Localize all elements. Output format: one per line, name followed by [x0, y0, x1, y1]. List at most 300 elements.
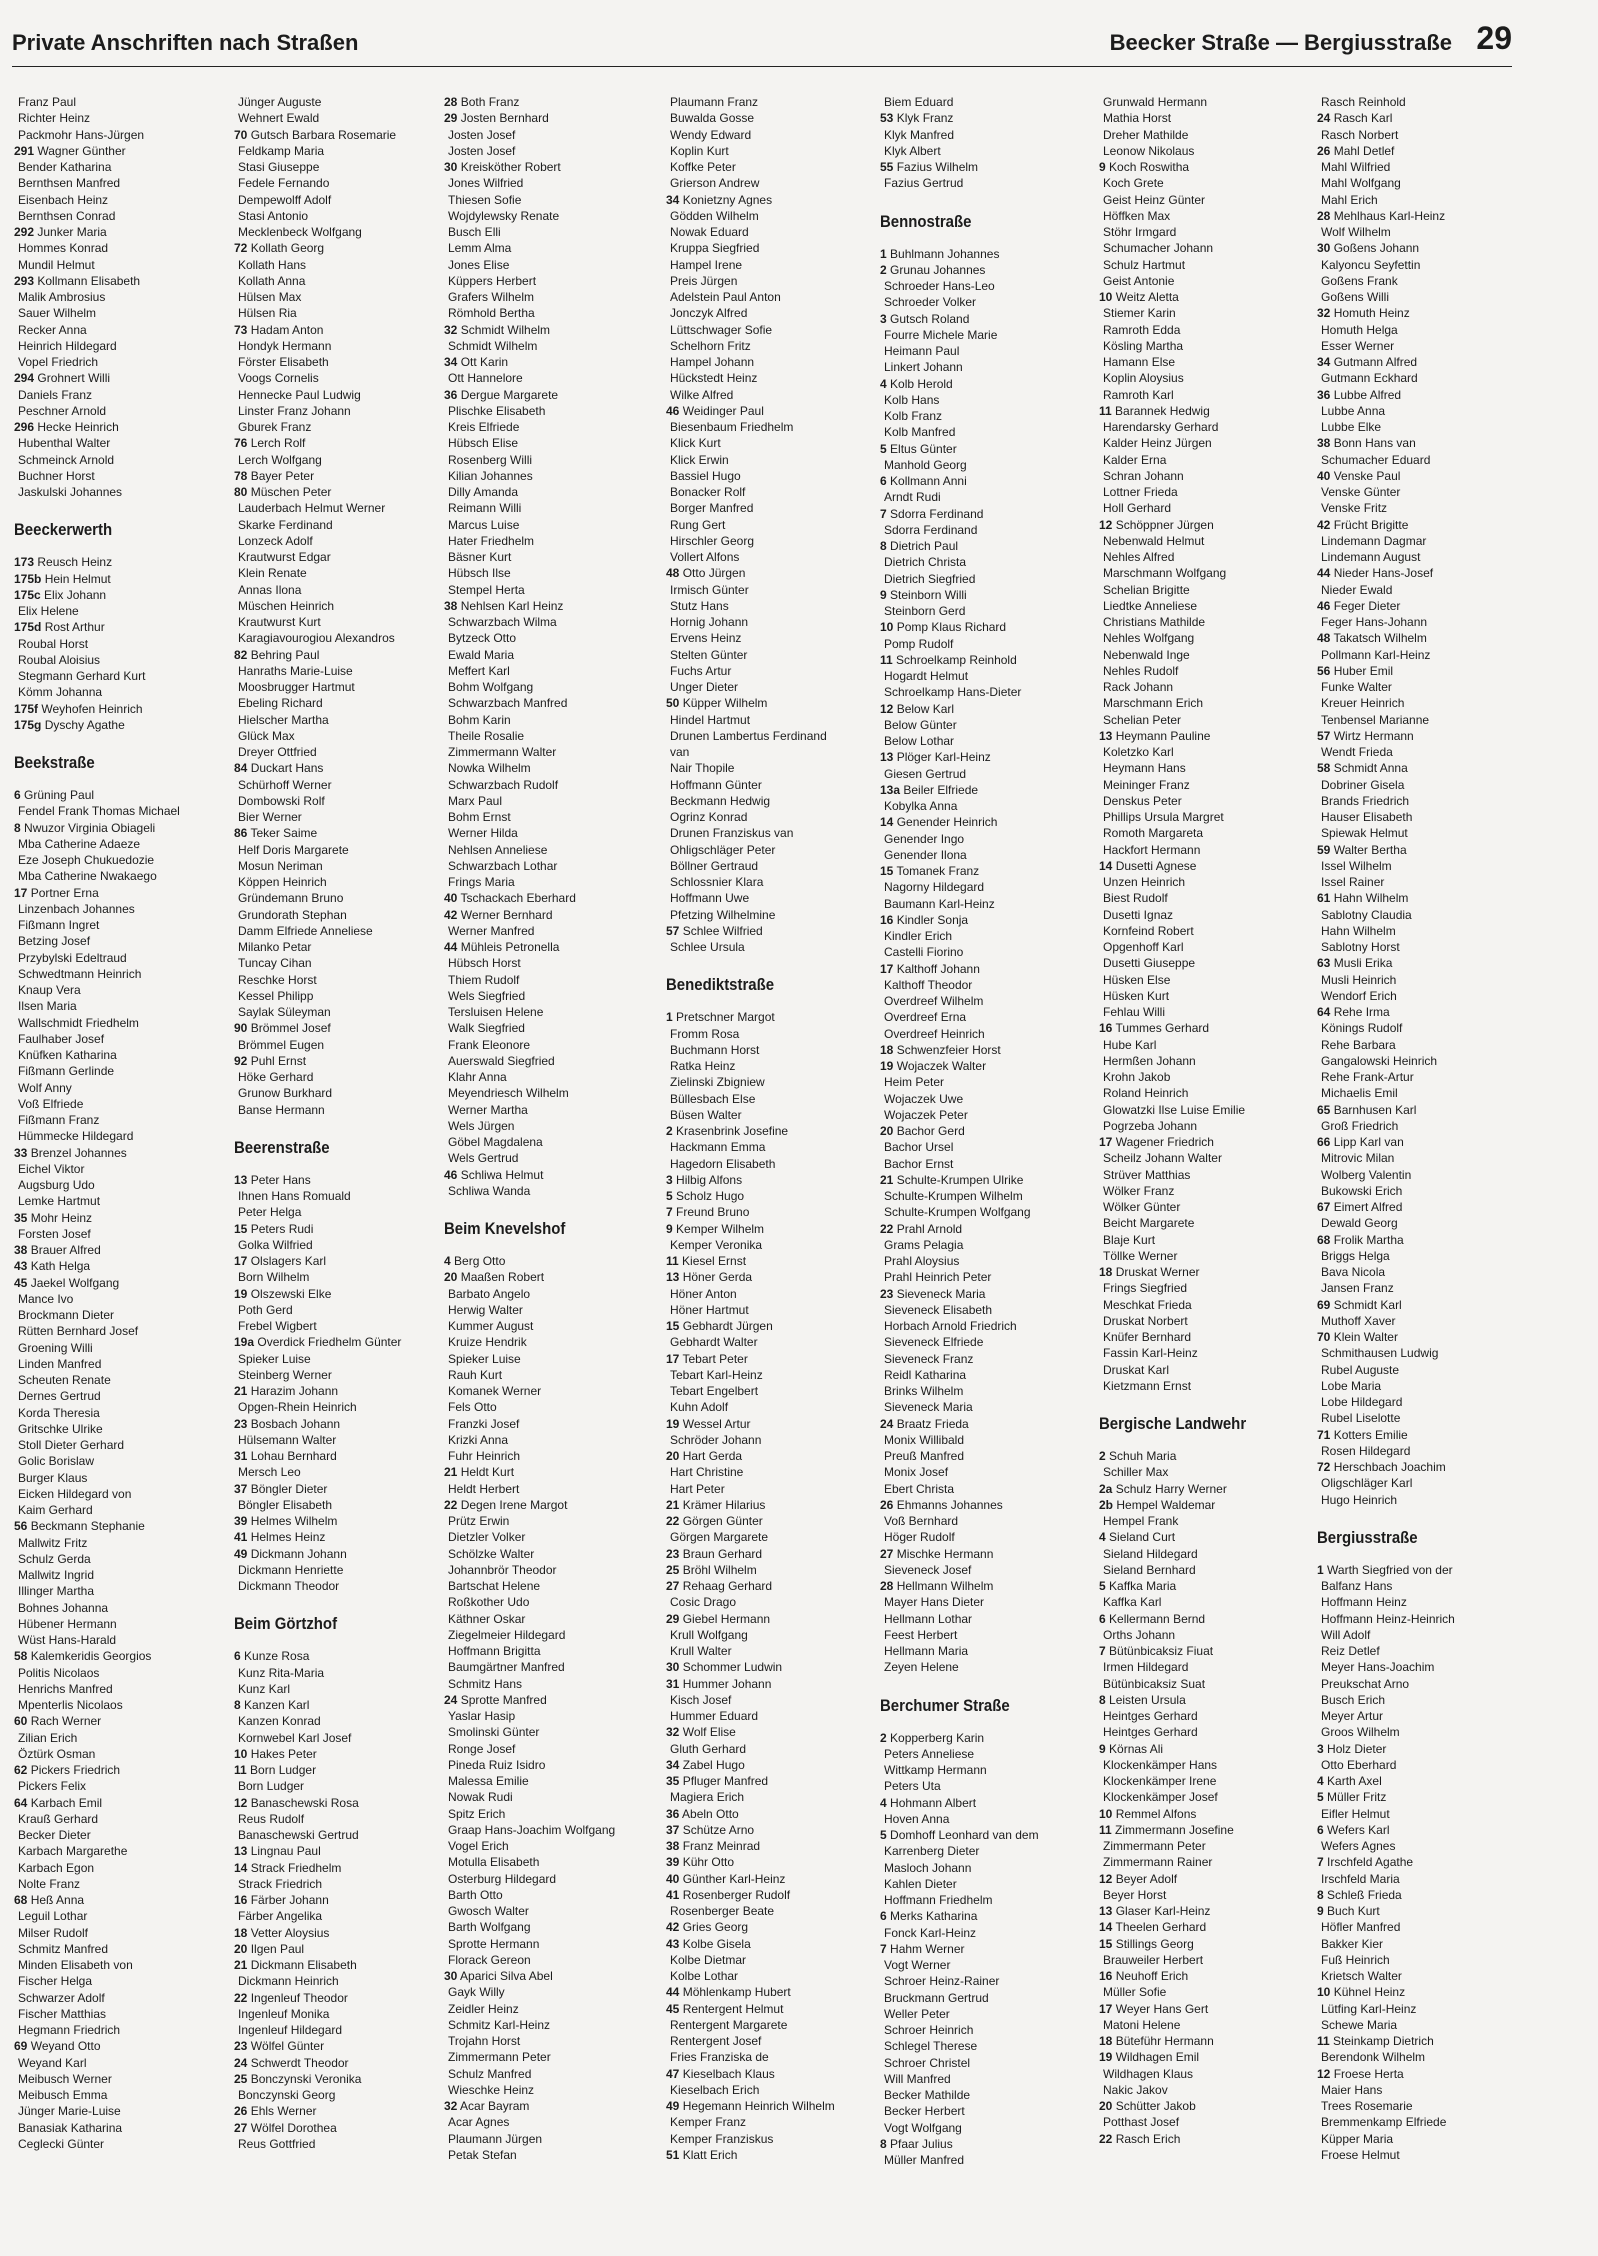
resident-entry	[234, 1383, 444, 1399]
resident-entry	[880, 977, 1090, 993]
resident-entry	[1317, 663, 1527, 679]
resident-name: Tomanek Franz	[896, 864, 980, 878]
resident-name: Rack Johann	[1103, 680, 1174, 694]
resident-entry	[880, 2038, 1090, 2054]
resident-entry	[1317, 1069, 1527, 1085]
resident-name: Brenzel Johannes	[30, 1145, 127, 1160]
resident-name: Abeln Otto	[682, 1806, 739, 1821]
resident-name: Küppers Herbert	[448, 273, 537, 288]
column-4	[666, 94, 876, 2163]
resident-entry	[444, 1253, 654, 1269]
resident-entry	[1099, 972, 1309, 988]
resident-name: Buwalda Gosse	[670, 111, 755, 126]
resident-name: Pfetzing Wilhelmine	[670, 907, 776, 922]
resident-entry	[1317, 1362, 1527, 1378]
resident-entry	[14, 1860, 224, 1876]
house-number: 8	[234, 1698, 241, 1712]
resident-entry	[880, 896, 1090, 912]
resident-entry	[666, 1091, 876, 1107]
resident-name: Hoffmann Brigitta	[448, 1644, 541, 1658]
house-number: 62	[14, 1763, 28, 1777]
resident-entry	[1099, 1037, 1309, 1053]
resident-name: Kiesel Ernst	[682, 1254, 747, 1268]
resident-name: Göbel Magdalena	[448, 1135, 543, 1149]
resident-entry	[1317, 1410, 1527, 1426]
resident-entry	[444, 1020, 654, 1036]
resident-name: Fißmann Franz	[18, 1113, 100, 1127]
resident-name: Kunz Karl	[238, 1681, 291, 1696]
resident-name: Below Karl	[896, 701, 955, 716]
resident-entry	[666, 1448, 876, 1464]
house-number: 24	[1317, 111, 1331, 126]
resident-entry	[14, 1063, 224, 1079]
house-number: 7	[1099, 1644, 1106, 1658]
resident-name: Aparici Silva Abel	[460, 1969, 553, 1983]
resident-name: Golic Borislaw	[18, 1454, 95, 1469]
resident-name: Zielinski Zbigniew	[670, 1075, 765, 1090]
resident-entry	[14, 1925, 224, 1941]
resident-name: Bonczynski Georg	[238, 2088, 336, 2102]
resident-name: Rasch Reinhold	[1321, 95, 1406, 109]
resident-name: Hommes Konrad	[18, 241, 109, 256]
resident-name: Packmohr Hans-Jürgen	[18, 127, 145, 142]
resident-name: Linden Manfred	[18, 1356, 102, 1371]
resident-name: Barth Wolfgang	[448, 1920, 531, 1935]
resident-name: Wildhagen Klaus	[1103, 2066, 1194, 2081]
resident-entry	[1099, 273, 1309, 289]
resident-entry	[1317, 1611, 1527, 1627]
resident-entry	[234, 1578, 444, 1594]
resident-entry	[1317, 1871, 1527, 1887]
resident-name: Hülsen Max	[238, 290, 302, 304]
resident-name: Schwarzbach Lothar	[448, 858, 558, 873]
resident-entry	[666, 565, 876, 581]
resident-name: Pomp Rudolf	[884, 636, 954, 651]
resident-name: Hamann Else	[1103, 355, 1176, 369]
resident-entry	[444, 760, 654, 776]
resident-name: Wels Gertrud	[448, 1151, 519, 1166]
resident-name: Gries Georg	[682, 1920, 749, 1935]
resident-name: Roland Heinrich	[1103, 1086, 1189, 1101]
resident-entry	[234, 419, 444, 435]
resident-entry	[444, 1150, 654, 1166]
resident-name: Gründemann Bruno	[238, 891, 344, 906]
resident-name: Helmes Heinz	[250, 1530, 326, 1545]
resident-entry	[444, 1529, 654, 1545]
resident-entry	[666, 1822, 876, 1838]
resident-name: Werner Hilda	[448, 826, 518, 841]
resident-entry	[1099, 1887, 1309, 1903]
street-heading: Beerenstraße	[234, 1137, 330, 1157]
resident-entry	[234, 1925, 444, 1941]
resident-name: Ingenleuf Theodor	[250, 1990, 348, 2005]
resident-entry	[234, 1334, 444, 1350]
resident-entry	[666, 598, 876, 614]
resident-entry	[1317, 2001, 1527, 2017]
resident-entry	[14, 1486, 224, 1502]
resident-entry	[1317, 2017, 1527, 2033]
resident-entry	[880, 473, 1090, 489]
resident-name: Eichel Viktor	[18, 1161, 85, 1176]
resident-entry	[444, 1562, 654, 1578]
resident-name: Kieselbach Klaus	[682, 2066, 775, 2081]
house-number: 6	[1317, 1822, 1324, 1837]
resident-entry	[1099, 370, 1309, 386]
resident-name: Wels Siegfried	[448, 988, 526, 1003]
resident-name: Froese Helmut	[1321, 2147, 1400, 2162]
resident-name: Nebenwald Helmut	[1103, 533, 1205, 548]
resident-entry	[880, 2006, 1090, 2022]
resident-entry	[1317, 387, 1527, 403]
resident-entry	[880, 1497, 1090, 1513]
resident-entry	[14, 636, 224, 652]
resident-name: Nieder Ewald	[1321, 582, 1393, 597]
resident-entry	[14, 257, 224, 273]
resident-name: Vopel Friedrich	[18, 355, 99, 369]
resident-name: Nehles Alfred	[1103, 550, 1175, 564]
resident-name: Schulte-Krumpen Ulrike	[896, 1172, 1024, 1187]
resident-name: Feger Hans-Johann	[1321, 615, 1428, 629]
house-number: 67	[1317, 1200, 1331, 1214]
resident-entry	[444, 224, 654, 240]
resident-entry	[234, 1730, 444, 1746]
resident-entry	[1317, 1199, 1527, 1215]
resident-name: Buchner Horst	[18, 468, 95, 483]
house-number: 42	[1317, 517, 1331, 532]
resident-name: Opgen-Rhein Heinrich	[238, 1400, 357, 1415]
resident-entry	[666, 1334, 876, 1350]
resident-entry	[1317, 923, 1527, 939]
resident-entry	[234, 2120, 444, 2136]
resident-name: Prahl Arnold	[896, 1221, 963, 1236]
house-number: 56	[14, 1519, 28, 1534]
resident-entry	[444, 2017, 654, 2033]
resident-entry	[14, 982, 224, 998]
resident-name: Spitz Erich	[448, 1806, 506, 1821]
house-number: 6	[880, 474, 887, 488]
resident-name: Bonn Hans van	[1333, 436, 1416, 451]
resident-entry	[444, 94, 654, 110]
resident-entry	[1099, 1838, 1309, 1854]
resident-name: Hirschler Georg	[670, 533, 755, 548]
resident-name: Werner Bernhard	[460, 907, 553, 922]
house-number: 28	[880, 1579, 894, 1593]
resident-entry	[444, 1692, 654, 1708]
resident-entry	[1317, 1313, 1527, 1329]
resident-entry	[1099, 1578, 1309, 1594]
house-number: 39	[234, 1514, 248, 1528]
resident-entry	[14, 868, 224, 884]
resident-entry	[666, 2147, 876, 2163]
resident-entry	[1099, 1513, 1309, 1529]
resident-name: Rentergent Helmut	[682, 2001, 784, 2016]
resident-name: Töllke Werner	[1103, 1248, 1178, 1263]
resident-name: Görgen Günter	[682, 1514, 763, 1528]
resident-entry	[880, 1941, 1090, 1957]
resident-entry	[880, 733, 1090, 749]
resident-entry	[444, 728, 654, 744]
resident-entry	[666, 1286, 876, 1302]
resident-name: Gburek Franz	[238, 420, 312, 434]
resident-name: Schwarzer Adolf	[18, 1990, 105, 2005]
resident-name: Ronge Josef	[448, 1741, 516, 1756]
resident-name: Schelian Brigitte	[1103, 582, 1190, 597]
column-3	[444, 94, 654, 2163]
resident-entry	[1317, 1475, 1527, 1491]
resident-entry	[1317, 1248, 1527, 1264]
resident-name: Damm Elfriede Anneliese	[238, 923, 373, 938]
resident-name: Lemm Alma	[448, 241, 512, 256]
resident-entry	[880, 1318, 1090, 1334]
resident-entry	[444, 1334, 654, 1350]
resident-name: Forsten Josef	[18, 1226, 91, 1241]
resident-entry	[1099, 1297, 1309, 1313]
resident-name: Freund Bruno	[676, 1205, 750, 1220]
resident-name: Koffke Peter	[670, 160, 736, 174]
resident-name: Kolbe Lothar	[670, 1969, 739, 1983]
house-number: 20	[666, 1449, 680, 1463]
resident-name: Kollath Anna	[238, 273, 306, 288]
resident-name: Schulz Gerda	[18, 1551, 91, 1566]
resident-name: Wölker Günter	[1103, 1200, 1181, 1214]
resident-name: Fendel Frank Thomas Michael	[18, 804, 180, 819]
resident-name: Jaekel Wolfgang	[30, 1275, 120, 1290]
resident-name: Färber Johann	[250, 1893, 329, 1907]
resident-entry	[444, 1367, 654, 1383]
resident-entry	[1317, 1492, 1527, 1508]
resident-entry	[666, 1221, 876, 1237]
resident-name: Orths Johann	[1103, 1627, 1176, 1642]
resident-name: Rütten Bernhard Josef	[18, 1324, 139, 1339]
resident-name: Reusch Heinz	[37, 555, 113, 570]
resident-name: Hoffmann Uwe	[670, 891, 750, 906]
resident-name: Lerch Rolf	[250, 436, 306, 451]
resident-entry	[14, 468, 224, 484]
resident-name: Hornig Johann	[670, 615, 749, 629]
resident-name: Marschmann Wolfgang	[1103, 566, 1227, 581]
resident-entry	[444, 1069, 654, 1085]
resident-entry	[880, 1546, 1090, 1562]
resident-entry	[880, 1746, 1090, 1762]
resident-entry	[880, 879, 1090, 895]
house-number: 59	[1317, 842, 1331, 857]
resident-name: Bütünbicaksiz Suat	[1103, 1676, 1206, 1691]
resident-entry	[234, 1697, 444, 1713]
resident-entry	[444, 159, 654, 175]
resident-entry	[666, 2033, 876, 2049]
resident-entry	[1099, 1919, 1309, 1935]
resident-name: Schmidt Karl	[1333, 1297, 1402, 1312]
house-number: 26	[880, 1497, 894, 1512]
resident-name: Mahl Wilfried	[1321, 160, 1391, 174]
resident-name: Hempel Frank	[1103, 1514, 1179, 1528]
resident-name: Kollath Hans	[238, 257, 307, 272]
resident-name: Hermßen Johann	[1103, 1053, 1196, 1068]
resident-entry	[880, 1659, 1090, 1675]
house-number: 34	[666, 192, 680, 207]
resident-entry	[1317, 647, 1527, 663]
house-number: 25	[666, 1562, 680, 1577]
resident-entry	[1099, 582, 1309, 598]
resident-entry	[1099, 695, 1309, 711]
resident-entry	[234, 517, 444, 533]
resident-name: Mallwitz Ingrid	[18, 1568, 95, 1582]
resident-name: Kalthoff Johann	[896, 961, 980, 976]
resident-entry	[1317, 1167, 1527, 1183]
resident-name: Mitrovic Milan	[1321, 1151, 1395, 1166]
resident-entry	[666, 1253, 876, 1269]
resident-name: Annas Ilona	[238, 582, 302, 597]
resident-name: Kühr Otto	[682, 1855, 735, 1870]
resident-entry	[14, 1226, 224, 1242]
resident-name: Meffert Karl	[448, 663, 510, 678]
resident-name: Daniels Franz	[18, 387, 93, 402]
resident-entry	[234, 257, 444, 273]
resident-entry	[14, 1161, 224, 1177]
resident-name: Schroelkamp Reinhold	[896, 652, 1017, 667]
resident-name: Stöhr Irmgard	[1103, 225, 1177, 239]
resident-entry	[1099, 1280, 1309, 1296]
house-number: 4	[1317, 1774, 1324, 1788]
resident-name: Kalder Heinz Jürgen	[1103, 436, 1212, 451]
resident-entry	[444, 1757, 654, 1773]
resident-name: Plischke Elisabeth	[448, 403, 546, 418]
resident-name: Bayer Peter	[250, 468, 315, 483]
resident-entry	[14, 1843, 224, 1859]
resident-entry	[14, 2136, 224, 2152]
street-range: Beecker Straße — Bergiusstraße	[1109, 30, 1452, 55]
house-number: 175b	[14, 571, 42, 586]
resident-name: Hondyk Hermann	[238, 338, 332, 353]
resident-entry	[14, 966, 224, 982]
house-number: 291	[14, 143, 35, 158]
house-number: 45	[666, 2001, 680, 2016]
resident-entry	[880, 1811, 1090, 1827]
resident-entry	[1317, 257, 1527, 273]
resident-entry	[666, 1237, 876, 1253]
resident-entry	[1099, 94, 1309, 110]
resident-name: Steinberg Werner	[238, 1367, 332, 1382]
resident-entry	[666, 387, 876, 403]
resident-name: Franz Meinrad	[682, 1839, 761, 1853]
resident-name: Dietrich Christa	[884, 555, 967, 570]
resident-name: Feger Dieter	[1333, 598, 1401, 613]
resident-name: Mance Ivo	[18, 1291, 74, 1306]
resident-entry	[1099, 630, 1309, 646]
resident-name: Biest Rudolf	[1103, 891, 1168, 906]
resident-entry	[880, 294, 1090, 310]
resident-entry	[880, 506, 1090, 522]
resident-name: Illinger Martha	[18, 1584, 95, 1599]
resident-entry	[234, 273, 444, 289]
house-number: 17	[234, 1254, 248, 1268]
resident-name: Bytzeck Otto	[448, 631, 517, 646]
resident-name: Schliwa Helmut	[460, 1167, 544, 1182]
resident-entry	[1317, 1394, 1527, 1410]
resident-entry	[1317, 1919, 1527, 1935]
resident-entry	[234, 1172, 444, 1188]
resident-entry	[1099, 793, 1309, 809]
resident-name: Druskat Werner	[1115, 1265, 1200, 1279]
resident-name: Meyer Artur	[1321, 1709, 1384, 1723]
resident-entry	[880, 684, 1090, 700]
resident-entry	[444, 2001, 654, 2017]
resident-entry	[880, 311, 1090, 327]
house-number: 18	[1099, 2034, 1113, 2048]
resident-name: Höke Gerhard	[238, 1070, 314, 1084]
resident-entry	[1099, 988, 1309, 1004]
resident-name: Groening Willi	[18, 1340, 93, 1355]
resident-name: Ceglecki Günter	[18, 2136, 105, 2151]
resident-name: Nehlsen Anneliese	[448, 842, 548, 857]
resident-entry	[1099, 1594, 1309, 1610]
resident-entry	[880, 1925, 1090, 1941]
resident-name: Böngler Dieter	[250, 1481, 328, 1496]
resident-name: Leguil Lothar	[18, 1909, 88, 1924]
resident-name: Wagner Günther	[37, 143, 126, 158]
resident-name: Ingenleuf Hildegard	[238, 2023, 343, 2037]
resident-name: Michaelis Emil	[1321, 1086, 1398, 1101]
resident-entry	[14, 452, 224, 468]
resident-name: Ebert Christa	[884, 1481, 955, 1496]
resident-entry	[234, 403, 444, 419]
resident-name: Karrenberg Dieter	[884, 1844, 980, 1859]
resident-entry	[880, 798, 1090, 814]
house-number: 36	[666, 1806, 680, 1821]
resident-entry	[444, 1838, 654, 1854]
house-number: 36	[1317, 387, 1331, 402]
resident-entry	[234, 484, 444, 500]
resident-name: Sdorra Ferdinand	[884, 522, 978, 537]
resident-name: Genender Ingo	[884, 831, 965, 846]
resident-name: Nowak Eduard	[670, 225, 749, 239]
resident-name: Duckart Hans	[250, 761, 324, 776]
resident-name: Mathia Horst	[1103, 111, 1172, 126]
house-number: 18	[880, 1042, 894, 1057]
resident-name: Kolb Herold	[890, 376, 953, 391]
house-number: 38	[1317, 436, 1331, 451]
resident-entry	[1317, 1459, 1527, 1475]
house-number: 13	[234, 1844, 248, 1859]
resident-entry	[444, 825, 654, 841]
resident-entry	[14, 1258, 224, 1274]
resident-entry	[880, 847, 1090, 863]
resident-name: Schiller Max	[1103, 1465, 1169, 1480]
resident-name: Hakes Peter	[250, 1746, 317, 1761]
resident-entry	[444, 419, 654, 435]
resident-name: Wildhagen Emil	[1115, 2050, 1200, 2065]
resident-entry	[1099, 240, 1309, 256]
house-number: 32	[444, 2099, 458, 2113]
resident-entry	[234, 907, 444, 923]
resident-name: Ohligschläger Peter	[670, 842, 776, 857]
resident-name: Zabel Hugo	[682, 1757, 745, 1772]
resident-entry	[666, 2114, 876, 2130]
resident-name: van	[670, 745, 690, 759]
resident-name: Froese Herta	[1333, 2066, 1404, 2081]
resident-entry	[1099, 1806, 1309, 1822]
house-number: 51	[666, 2147, 680, 2162]
resident-entry	[666, 842, 876, 858]
house-number: 19	[666, 1416, 680, 1431]
resident-entry	[1099, 175, 1309, 191]
resident-entry	[444, 1806, 654, 1822]
resident-name: Hegemann Heinrich Wilhelm	[682, 2099, 835, 2113]
resident-entry	[666, 1903, 876, 1919]
resident-name: Meschkat Frieda	[1103, 1297, 1192, 1312]
resident-name: Förster Elisabeth	[238, 355, 329, 369]
resident-entry	[1099, 1020, 1309, 1036]
